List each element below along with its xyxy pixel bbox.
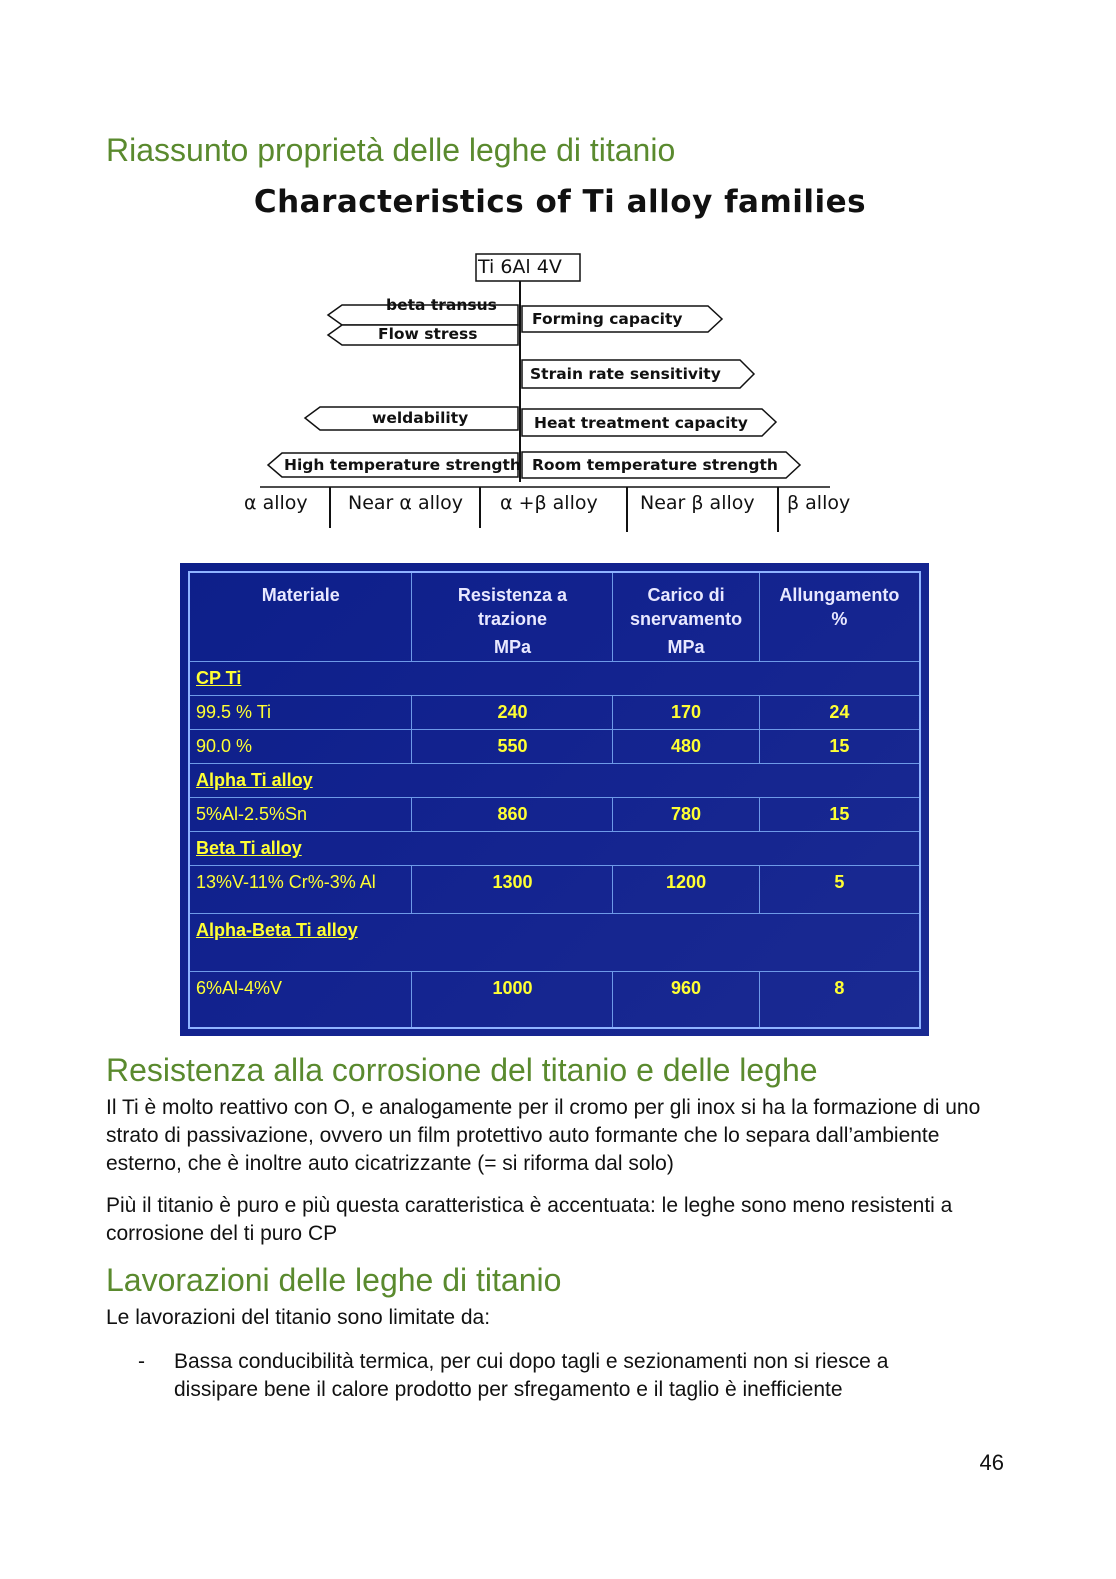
cell-material: 99.5 % Ti [189, 696, 412, 730]
center-box-label: Ti 6Al 4V [478, 256, 562, 278]
cell-elongation: 15 [759, 798, 920, 832]
properties-table-panel [180, 563, 929, 1036]
cell-yield: 170 [613, 696, 759, 730]
table-section-row [189, 764, 920, 798]
cell-elongation: 5 [759, 866, 920, 914]
cell-elongation: 15 [759, 730, 920, 764]
cell-material: 13%V-11% Cr%-3% Al [189, 866, 412, 914]
cell-tensile: 240 [412, 696, 613, 730]
bullet-text: Bassa conducibilità termica, per cui dopo tagli e sezionamenti non si riesce a dissipare bene il calore prodotto per sfregamento e il taglio è inefficiente [174, 1350, 889, 1401]
header-material: Materiale [189, 572, 412, 662]
table-section-row [189, 914, 920, 972]
label-flow-stress: Flow stress [378, 325, 478, 343]
cell-yield: 960 [613, 972, 759, 1028]
family-near-beta: Near β alloy [640, 492, 755, 514]
section-alpha-beta-ti: Alpha-Beta Ti alloy [189, 914, 920, 972]
cell-tensile: 1000 [412, 972, 613, 1028]
label-strain-rate: Strain rate sensitivity [530, 365, 721, 383]
cell-tensile: 1300 [412, 866, 613, 914]
table-row [189, 798, 920, 832]
cell-yield: 1200 [613, 866, 759, 914]
family-alpha: α alloy [244, 492, 308, 514]
bullet-marker: - [138, 1350, 145, 1373]
table-section-row [189, 662, 920, 696]
table-section-row [189, 832, 920, 866]
header-elongation: Allungamento % [759, 572, 920, 662]
paragraph-purity: Più il titanio è puro e più questa caratteristica è accentuata: le leghe sono meno resistenti a corrosione del ti puro CP [106, 1194, 953, 1245]
cell-material: 90.0 % [189, 730, 412, 764]
cell-elongation: 8 [759, 972, 920, 1028]
label-room-temp: Room temperature strength [532, 456, 778, 474]
label-high-temp: High temperature strength [284, 456, 521, 474]
section-heading-summary: Riassunto proprietà delle leghe di titanio [106, 132, 676, 168]
table-row [189, 972, 920, 1028]
header-tensile: Resistenza a trazione MPa [412, 572, 613, 662]
cell-material: 5%Al-2.5%Sn [189, 798, 412, 832]
properties-table [188, 571, 921, 1029]
alloy-families-diagram [230, 180, 890, 550]
cell-tensile: 550 [412, 730, 613, 764]
family-alpha-beta: α +β alloy [500, 492, 598, 514]
page-number: 46 [979, 1450, 1004, 1475]
table-row [189, 696, 920, 730]
diagram-title: Characteristics of Ti alloy families [253, 184, 867, 220]
paragraph-machining-intro: Le lavorazioni del titanio sono limitate da: [106, 1306, 491, 1329]
label-heat-treat: Heat treatment capacity [534, 414, 748, 432]
cell-material: 6%Al-4%V [189, 972, 412, 1028]
family-beta: β alloy [787, 492, 851, 514]
section-cp-ti: CP Ti [189, 662, 920, 696]
cell-yield: 480 [613, 730, 759, 764]
section-alpha-ti: Alpha Ti alloy [189, 764, 920, 798]
cell-tensile: 860 [412, 798, 613, 832]
section-heading-machining: Lavorazioni delle leghe di titanio [106, 1262, 562, 1298]
label-beta-transus: beta transus [386, 296, 497, 314]
label-forming: Forming capacity [532, 310, 683, 328]
section-beta-ti: Beta Ti alloy [189, 832, 920, 866]
header-yield: Carico di snervamento MPa [613, 572, 759, 662]
paragraph-passivation: Il Ti è molto reattivo con O, e analogamente per il cromo per gli inox si ha la formazione di uno strato di passivazione, ovvero un film protettivo auto formante che lo separa dall’ambiente esterno, che è inoltre auto cicatrizzante (= si riforma dal solo) [106, 1096, 981, 1175]
table-row [189, 730, 920, 764]
cell-elongation: 24 [759, 696, 920, 730]
label-weldability: weldability [372, 409, 469, 427]
cell-yield: 780 [613, 798, 759, 832]
table-row [189, 866, 920, 914]
table-header-row [189, 572, 920, 662]
family-near-alpha: Near α alloy [348, 492, 464, 514]
section-heading-corrosion: Resistenza alla corrosione del titanio e delle leghe [106, 1052, 818, 1088]
